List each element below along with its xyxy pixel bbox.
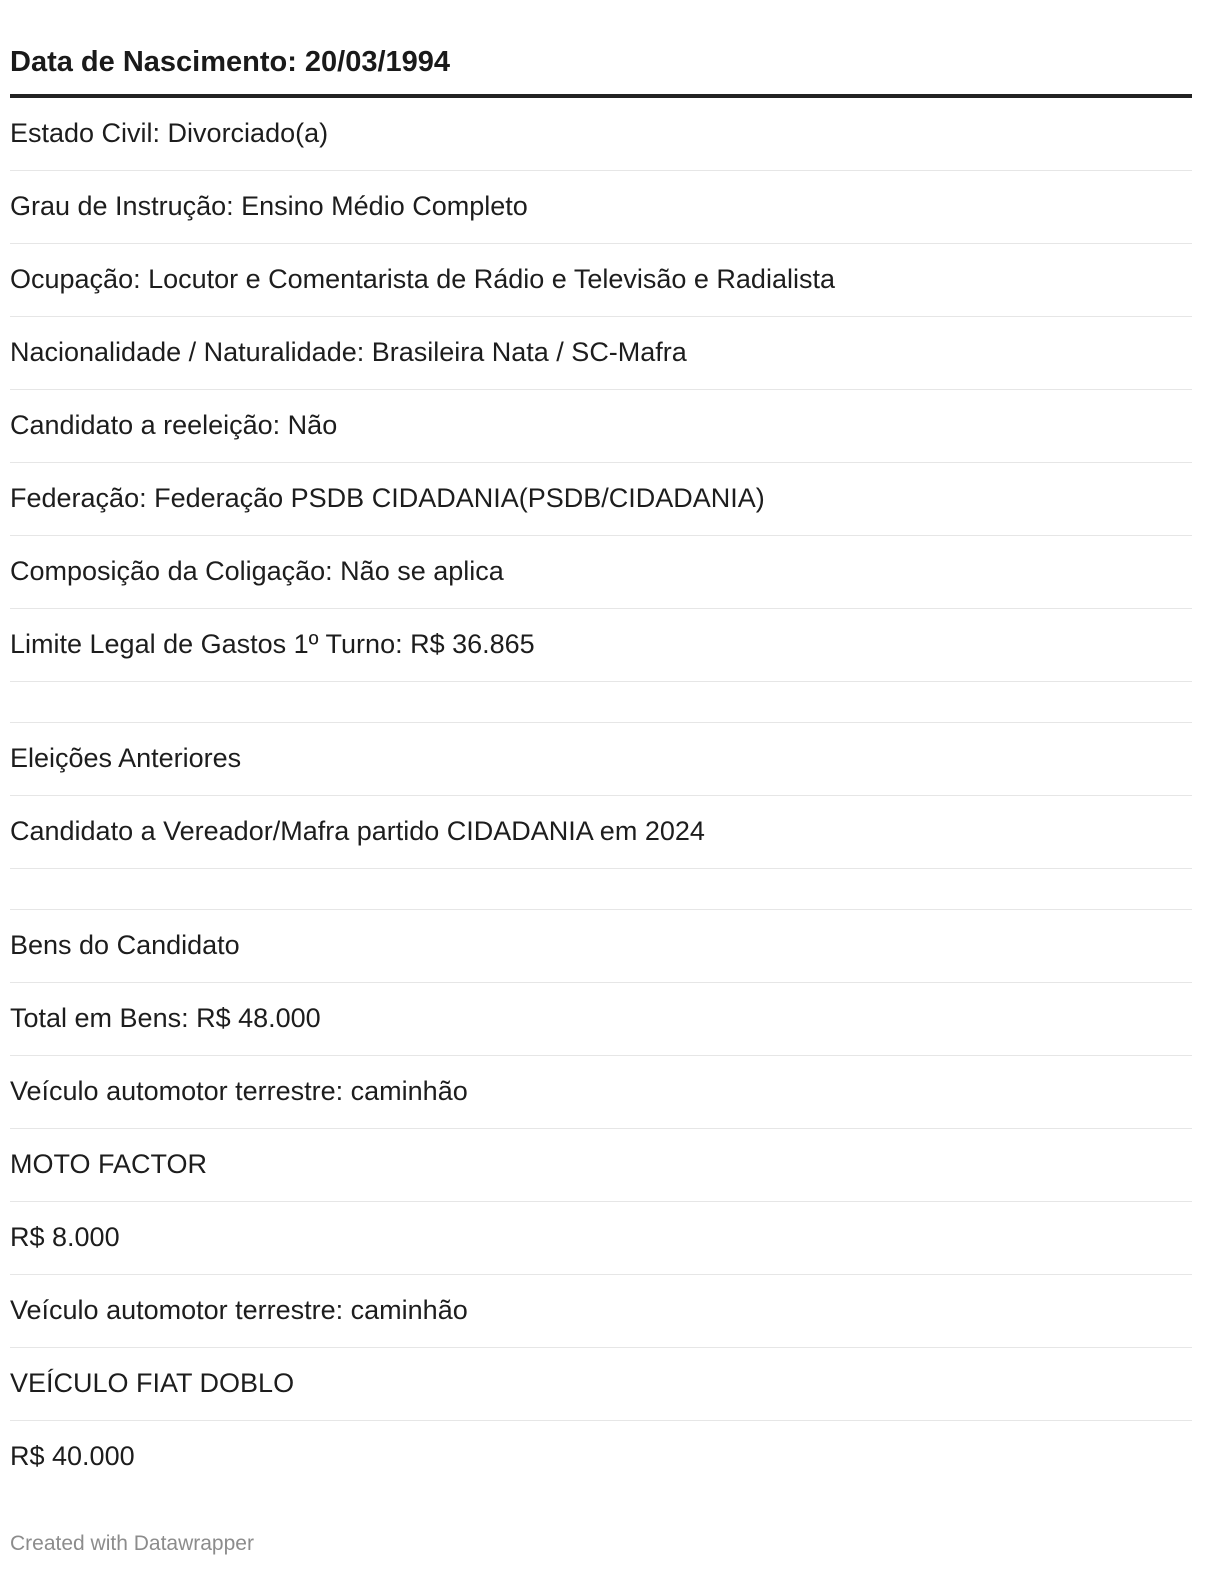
- table-row: [10, 98, 1192, 171]
- table-cell: Candidato a Vereador/Mafra partido CIDADANIA em 2024: [10, 815, 705, 846]
- table-cell: R$ 40.000: [10, 1441, 135, 1471]
- table-row: [10, 171, 1192, 244]
- section-label: Bens do Candidato: [10, 929, 240, 960]
- table-cell: Limite Legal de Gastos 1º Turno: R$ 36.865: [10, 628, 535, 659]
- table-row: [10, 1129, 1192, 1202]
- table-row: [10, 983, 1192, 1056]
- table-cell: Candidato a reeleição: Não: [10, 409, 338, 440]
- table-cell: Grau de Instrução: Ensino Médio Completo: [10, 190, 528, 221]
- section-label: Eleições Anteriores: [10, 742, 242, 773]
- header-cell: Data de Nascimento: 20/03/1994: [10, 46, 451, 78]
- table-row: [10, 1202, 1192, 1275]
- table-cell: Veículo automotor terrestre: caminhão: [10, 1294, 468, 1325]
- table-row: [10, 390, 1192, 463]
- table-header: [10, 0, 1192, 98]
- table-row: [10, 536, 1192, 609]
- table-row: [10, 1421, 1192, 1494]
- table-row: [10, 609, 1192, 682]
- table-cell: Nacionalidade / Naturalidade: Brasileira Nata / SC-Mafra: [10, 336, 687, 367]
- table-row: [10, 723, 1192, 796]
- table-row: [10, 1275, 1192, 1348]
- table-row: [10, 1056, 1192, 1129]
- table-cell: Federação: Federação PSDB CIDADANIA(PSDB/CIDADANIA): [10, 482, 765, 513]
- empty-row: [10, 682, 1192, 723]
- table-cell: Total em Bens: R$ 48.000: [10, 1002, 321, 1033]
- table-cell: MOTO FACTOR: [10, 1148, 208, 1179]
- table-row: [10, 1348, 1192, 1421]
- table-row: [10, 317, 1192, 390]
- table-cell: VEÍCULO FIAT DOBLO: [10, 1367, 295, 1398]
- table-cell: R$ 8.000: [10, 1221, 120, 1252]
- datawrapper-credit[interactable]: Created with Datawrapper: [10, 1532, 254, 1555]
- table-row: [10, 244, 1192, 317]
- table-cell: Veículo automotor terrestre: caminhão: [10, 1075, 468, 1106]
- table-cell: Ocupação: Locutor e Comentarista de Rádio e Televisão e Radialista: [10, 263, 835, 294]
- table-row: [10, 910, 1192, 983]
- table-cell: Composição da Coligação: Não se aplica: [10, 555, 504, 586]
- table-row: [10, 463, 1192, 536]
- empty-row: [10, 869, 1192, 910]
- table-cell: Estado Civil: Divorciado(a): [10, 117, 329, 148]
- table-row: [10, 796, 1192, 869]
- data-table: [10, 0, 1192, 1494]
